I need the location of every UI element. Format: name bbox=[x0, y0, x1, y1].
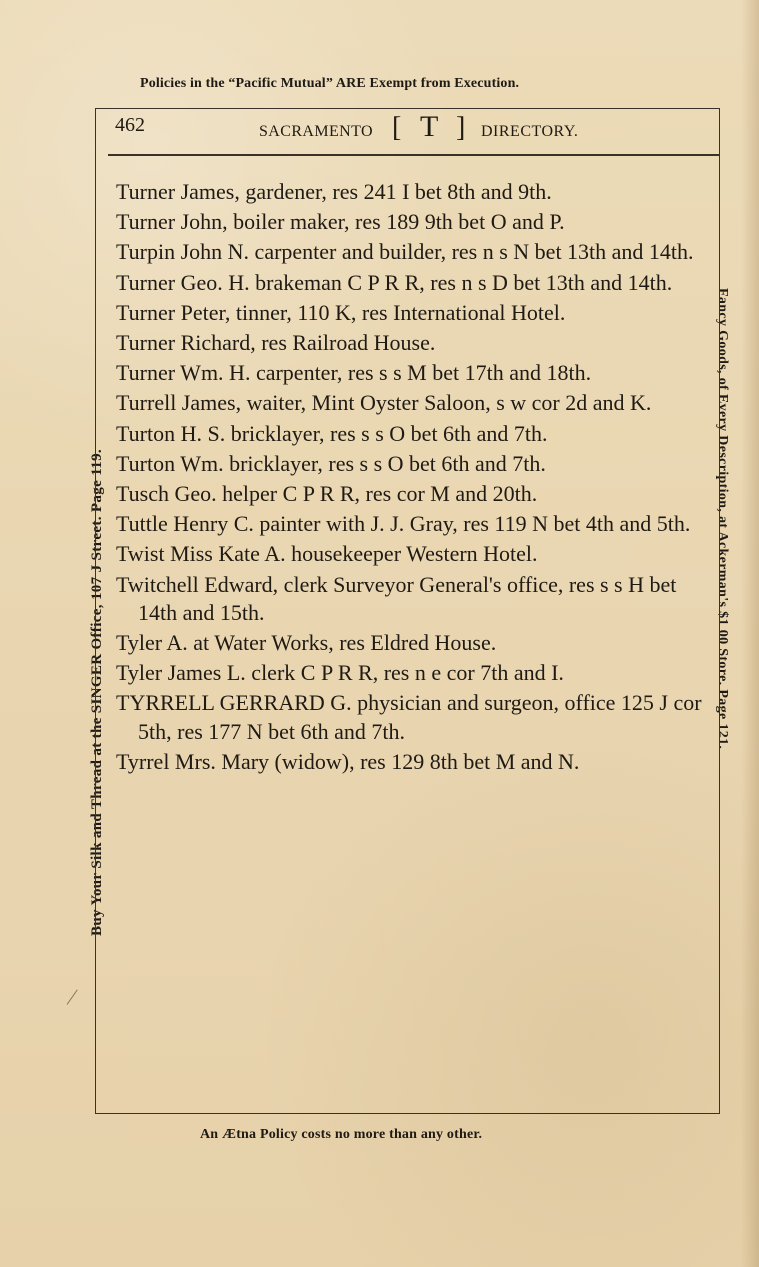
directory-entry: Tyler A. at Water Works, res Eldred House. bbox=[116, 630, 497, 656]
top-banner: Policies in the “Pacific Mutual” ARE Exempt from Execution. bbox=[140, 76, 520, 91]
binding-edge bbox=[741, 0, 759, 1267]
page-number: 462 bbox=[115, 114, 145, 136]
right-bracket: ] bbox=[456, 112, 466, 143]
directory-entry: Turner James, gardener, res 241 I bet 8th and 9th. bbox=[116, 179, 552, 204]
directory-entry: Tyrrel Mrs. Mary (widow), res 129 8th bet M and N. bbox=[116, 748, 580, 774]
directory-entry: Tyler James L. clerk C P R R, res n e cor 7th and I. bbox=[116, 660, 564, 686]
footer-advertisement: An Ætna Policy costs no more than any other. bbox=[200, 1127, 483, 1142]
directory-entry: Tuttle Henry C. painter with J. J. Gray, res 119 N bet 4th and 5th. bbox=[116, 511, 691, 537]
directory-entry: Tusch Geo. helper C P R R, res cor M and 20th. bbox=[116, 481, 538, 507]
directory-entry: Twitchell Edward, clerk Surveyor General's office, res s s H bet 14th and 15th. bbox=[116, 571, 677, 625]
right-side-advertisement: Fancy Goods, of Every Description, at Ackerman's $1 00 Store. Page 121. bbox=[715, 288, 730, 750]
directory-entry: Turner Wm. H. carpenter, res s s M bet 17th and 18th. bbox=[116, 360, 592, 386]
left-side-advertisement: Buy Your Silk and Thread at the SINGER Office, 107 J Street. Page 119. bbox=[89, 448, 105, 936]
page-header bbox=[115, 110, 720, 154]
left-bracket: [ bbox=[392, 112, 402, 143]
directory-label: DIRECTORY. bbox=[481, 123, 579, 140]
stray-mark bbox=[67, 989, 78, 1004]
header-divider bbox=[108, 154, 720, 156]
directory-entry: Turner Richard, res Railroad House. bbox=[116, 330, 436, 356]
city-label: SACRAMENTO bbox=[259, 123, 373, 140]
directory-entry: Turrell James, waiter, Mint Oyster Saloon, s w cor 2d and K. bbox=[116, 390, 652, 416]
directory-entry: Turner Geo. H. brakeman C P R R, res n s D bet 13th and 14th. bbox=[116, 269, 673, 295]
directory-entry: Turton H. S. bricklayer, res s s O bet 6th and 7th. bbox=[116, 420, 548, 446]
section-letter: T bbox=[420, 110, 439, 143]
directory-entry: Turner John, boiler maker, res 189 9th bet O and P. bbox=[116, 209, 565, 235]
directory-entry: Turton Wm. bricklayer, res s s O bet 6th and 7th. bbox=[116, 450, 546, 476]
directory-entry: Turpin John N. carpenter and builder, res n s N bet 13th and 14th. bbox=[116, 239, 694, 265]
directory-entry: Turner Peter, tinner, 110 K, res International Hotel. bbox=[116, 299, 566, 325]
directory-entry: TYRRELL GERRARD G. physician and surgeon, office 125 J cor 5th, res 177 N bet 6th and 7th. bbox=[116, 690, 702, 744]
directory-entries bbox=[116, 178, 712, 776]
directory-entry: Twist Miss Kate A. housekeeper Western Hotel. bbox=[116, 541, 538, 567]
